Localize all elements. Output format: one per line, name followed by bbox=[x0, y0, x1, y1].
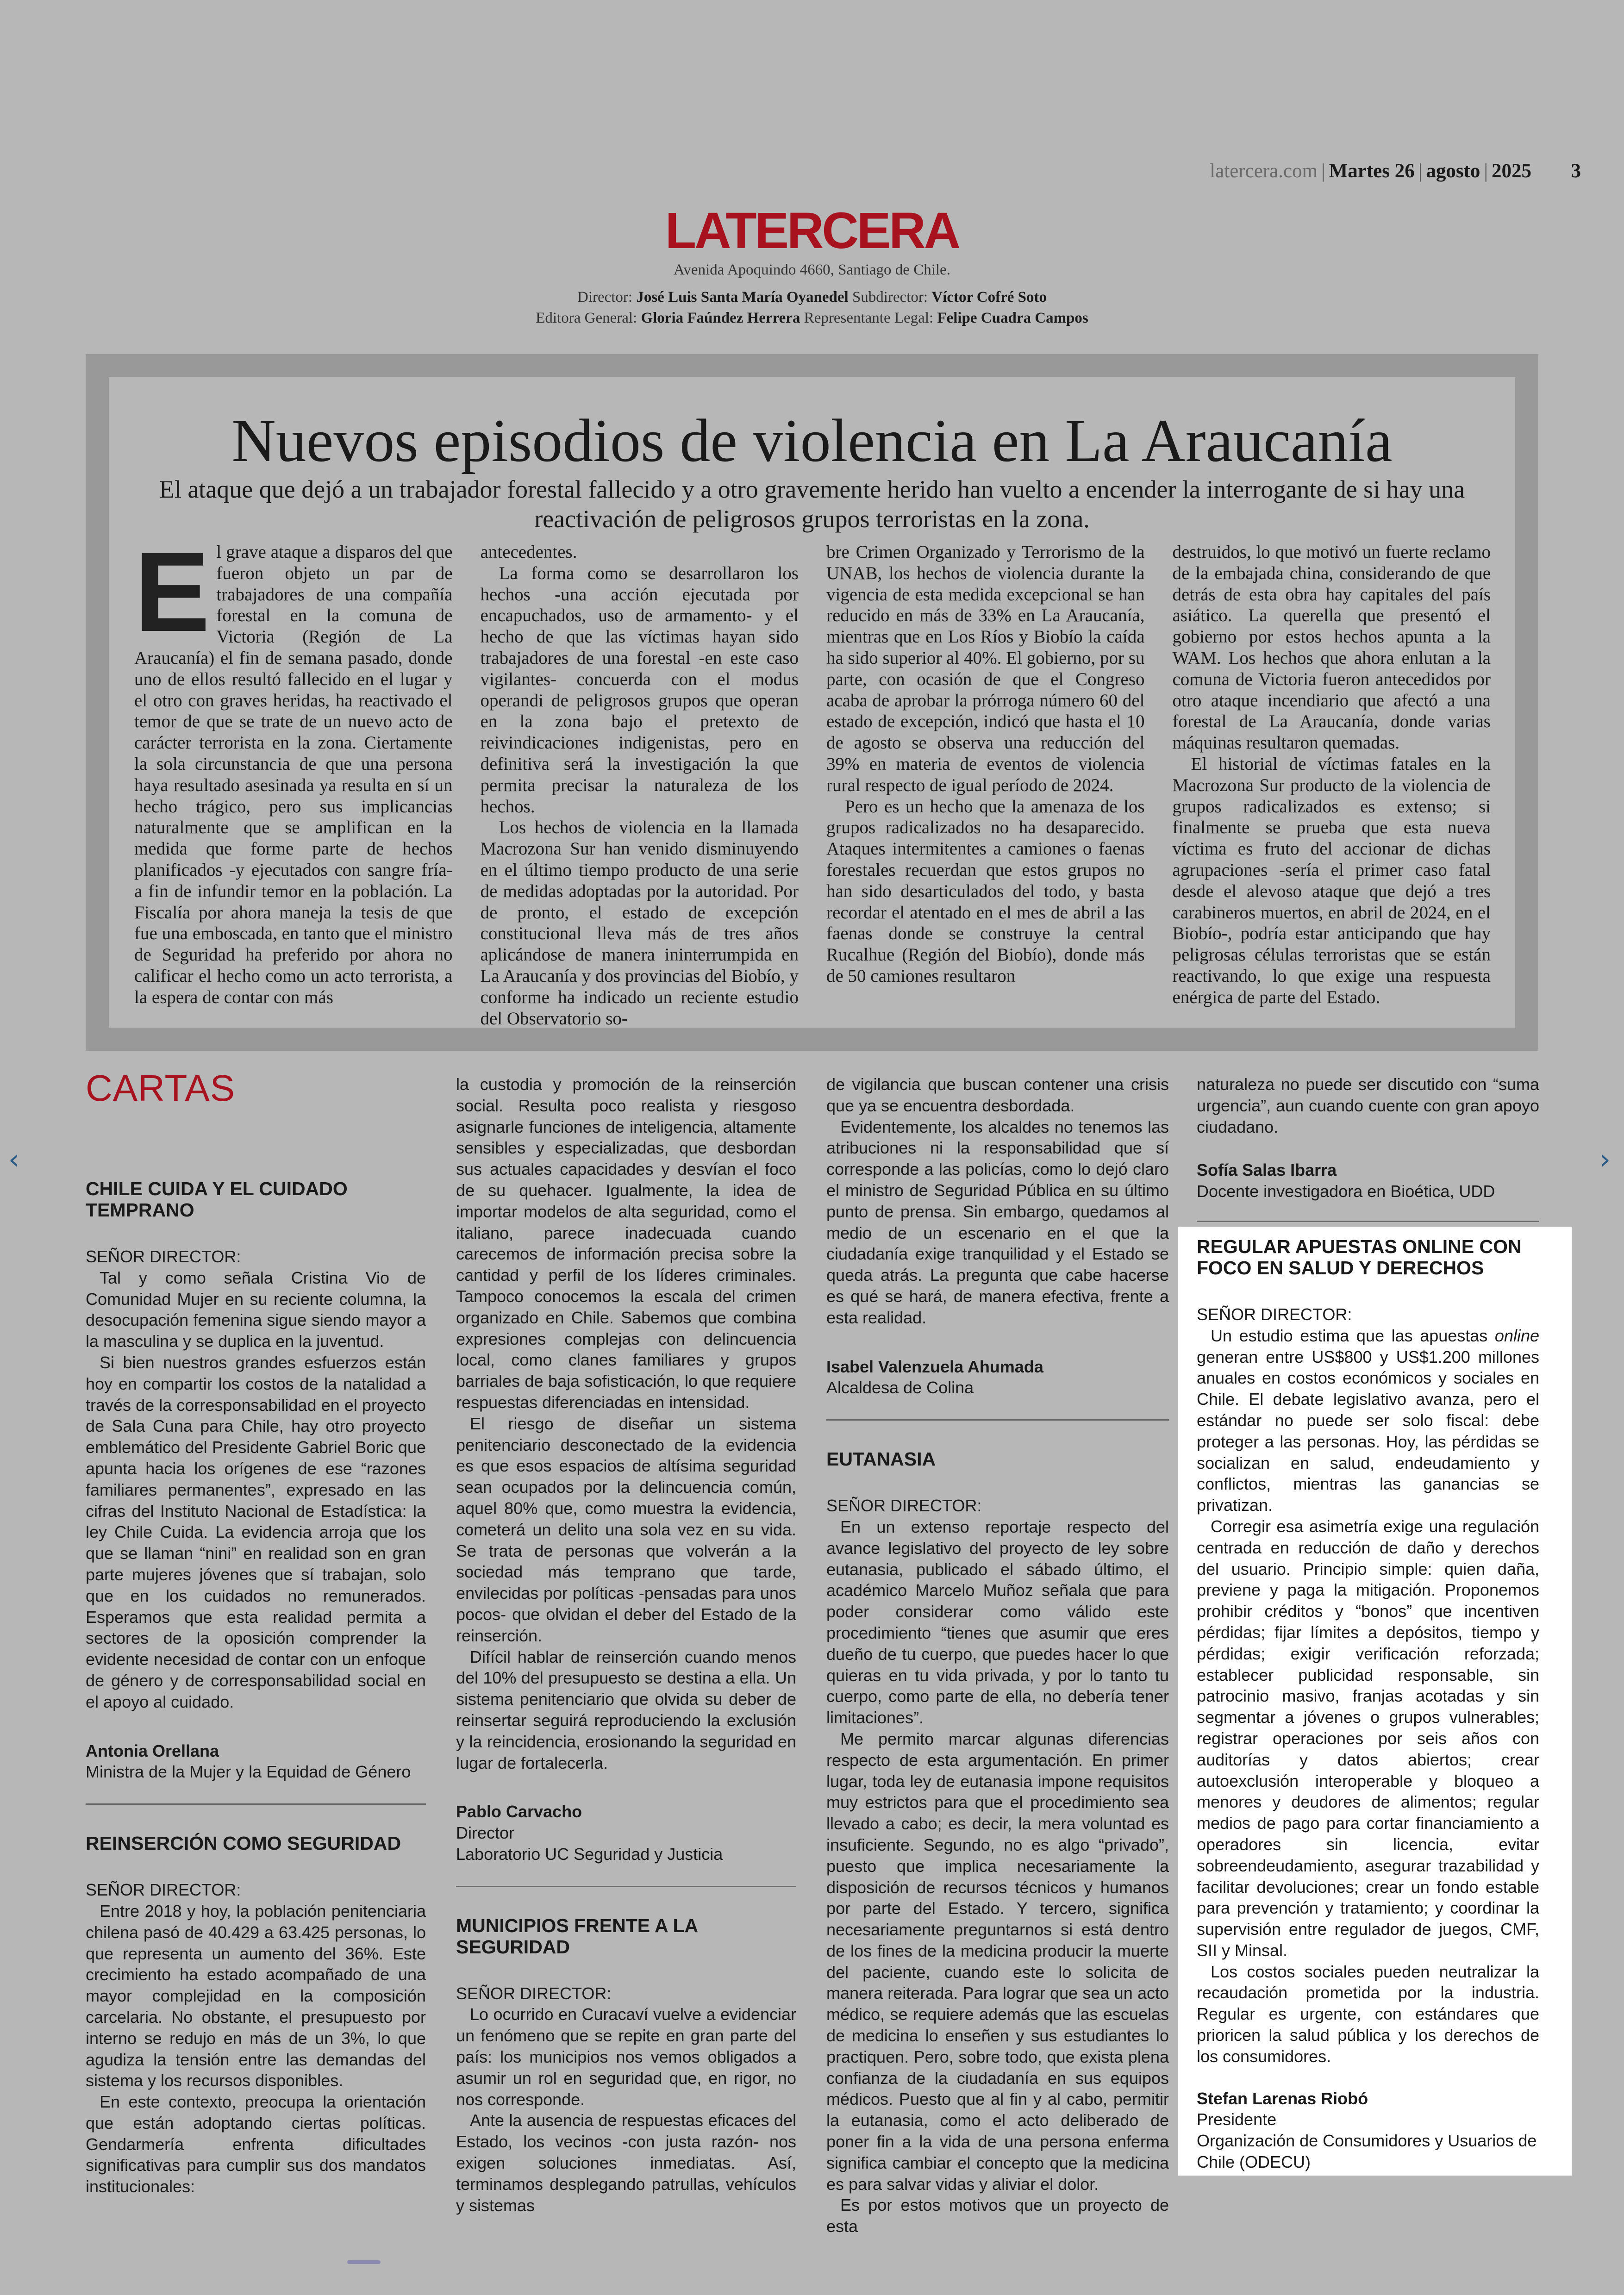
letter-paragraph: Lo ocurrido en Curacaví vuelve a evidenciar un fenómeno que se repite en gran parte del país: los municipios nos vemos obligados a asumir un rol en seguridad que, en rigor, no nos corresponde. bbox=[456, 2005, 796, 2109]
letters-column-3 bbox=[826, 1074, 1169, 2237]
editorial-column bbox=[826, 542, 1145, 1004]
director-label: Director: bbox=[577, 289, 633, 306]
letter-paragraph: naturaleza no puede ser discutido con “suma urgencia”, aun cuando cuente con gran apoyo ciudadano. bbox=[1197, 1075, 1539, 1136]
letter-paragraph: Me permito marcar algunas diferencias respecto de esta argumentación. En primer lugar, toda ley de eutanasia impone requisitos muy estrictos para que el procedimiento sea llevado a cabo; es decir, la mera voluntad es insuficiente. Segundo, no es algo “privado”, puesto que implica necesariamente la disposición de recursos técnicos y humanos por parte del Estado. Y tercero, significa necesariamente preguntarnos si está dentro de los fines de la medicina producir la muerte del paciente, cuando este lo solicita de manera reiterada. Para lograr que sea un acto médico, se requiere además que las escuelas de medicina lo enseñen y sus estudiantes lo practiquen. Pero, sobre todo, que exista plena confianza de la ciudadanía en sus equipos médicos. Puesto que al fin y al cabo, permitir la eutanasia, como el acto deliberado de poner fin a la vida de una persona enferma significa cambiar el concepto que la medicina es para salvar vidas y aliviar el dolor. bbox=[826, 1729, 1169, 2194]
editora-name: Gloria Faúndez Herrera bbox=[641, 310, 800, 326]
year: 2025 bbox=[1492, 160, 1531, 182]
letter-paragraph: Ante la ausencia de respuestas eficaces del Estado, los vecinos -con justa razón- nos exigen soluciones inmediatas. Así, terminamos desplegando patrullas, vehículos y sistemas bbox=[456, 2111, 796, 2215]
divider bbox=[826, 1419, 1169, 1421]
letter-paragraph: El riesgo de diseñar un sistema penitenciario desconectado de la evidencia es que esos espacios de altísima seguridad sean ocupados por la delincuencia común, aquel 80% que, como muestra la evidencia, cometerá un delito una sola vez en su vida. Se trata de personas que volverán a la sociedad más temprano que tarde, envilecidas por políticas -pensadas para unos pocos- que olvidan el deber del Estado de la reinserción. bbox=[456, 1414, 796, 1645]
masthead bbox=[0, 287, 1624, 329]
letter-paragraph: Evidentemente, los alcaldes no tenemos las atribuciones ni la responsabilidad que sí corresponde a las policías, como lo dejó claro el ministro de Seguridad Pública en su último punto de prensa. Sin embargo, quedamos al medio de un escenario en el que la ciudadanía exige tranquilidad y el Estado se queda atrás. La pregunta que cabe hacerse es qué se hará, de manera efectiva, frente a esta realidad. bbox=[826, 1117, 1169, 1327]
site-name: latercera.com bbox=[1210, 160, 1318, 182]
editorial-paragraph: l grave ataque a disparos del que fueron objeto un par de trabajadores de una compañía forestal en la comuna de Victoria (Región de La Araucanía) el fin de semana pasado, donde uno de ellos resultó fallecido en el lugar y el otro con graves heridas, ha reactivado el temor de que se trate de un nuevo acto de carácter terrorista en la zona. Ciertamente la sola circunstancia de que una persona haya resultado asesinada ya resulta en sí un hecho trágico, pero sus implicancias naturalmente que se amplifican en la medida que forme parte de hechos planificados -y ejecutados con sangre fría- a fin de infundir temor en la población. La Fiscalía por ahora maneja la tesis de que fue una emboscada, en tanto que el ministro de Seguridad ha preferido por ahora no calificar el hecho como un acto terrorista, a la espera de contar con más bbox=[134, 542, 453, 1007]
editorial-columns bbox=[134, 528, 1491, 1029]
newspaper-logo: LATERCERA bbox=[665, 202, 959, 259]
subdirector-label: Subdirector: bbox=[852, 289, 928, 306]
editorial-box bbox=[109, 377, 1515, 1028]
divider bbox=[86, 1803, 426, 1805]
letter-headline: EUTANASIA bbox=[826, 1448, 936, 1470]
day: Martes 26 bbox=[1329, 160, 1415, 182]
divider bbox=[456, 1886, 796, 1887]
letter-paragraph: la custodia y promoción de la reinserción social. Resulta poco realista y riesgoso asignarle funciones de inteligencia, altamente sensibles y especializadas, que desbordan sus actuales capacidades y desvían el foco de su quehacer. Igualmente, la idea de importar modelos de alta seguridad, como el italiano, parece inadecuada cuando carecemos de información precisa sobre la cantidad y perfil de los líderes criminales. Tampoco conocemos la escala del crimen organizado en Chile. Sabemos que combina expresiones complejas con delincuencia local, como clanes familiares y grupos barriales de baja sofisticación, lo que requiere respuestas diferenciadas en intensidad. bbox=[456, 1075, 796, 1412]
letter-signature: Sofía Salas Ibarra bbox=[1197, 1160, 1337, 1180]
letter-signature: Stefan Larenas Riobó bbox=[1197, 2089, 1368, 2108]
editorial-column bbox=[1172, 542, 1491, 1007]
letter-paragraph: Entre 2018 y hoy, la población penitenciaria chilena pasó de 40.429 a 63.425 personas, lo que representa un aumento del 36%. Este crecimiento ha estado acompañado de una mayor complejidad en la composición carcelaria. No obstante, el presupuesto por interno se redujo en más de un 3%, lo que agudiza la tensión entre las demandas del sistema y los recursos disponibles. bbox=[86, 1901, 426, 2090]
letter-headline: MUNICIPIOS FRENTE A LA SEGURIDAD bbox=[456, 1915, 698, 1958]
chevron-right-icon[interactable]: › bbox=[1599, 1143, 1611, 1176]
letter-signature: Isabel Valenzuela Ahumada bbox=[826, 1357, 1043, 1376]
text-run-italic: online bbox=[1494, 1326, 1539, 1345]
letter-organization: Organización de Consumidores y Usuarios de Chile (ODECU) bbox=[1197, 2131, 1537, 2172]
subdirector-name: Víctor Cofré Soto bbox=[931, 289, 1047, 306]
text-run: Un estudio estima que las apuestas bbox=[1211, 1326, 1495, 1345]
letter-salutation: SEÑOR DIRECTOR: bbox=[456, 1983, 612, 2003]
letters-column-2 bbox=[456, 1074, 796, 2216]
rep-label: Representante Legal: bbox=[804, 310, 934, 326]
letters-column-1 bbox=[86, 1178, 426, 2197]
letter-paragraph: Corregir esa asimetría exige una regulación centrada en reducción de daño y derechos del usuario. Principio simple: quien daña, previene y paga la mitigación. Proponemos prohibir créditos y “bonos” que incentiven pérdidas; fijar límites a depósitos, tiempo y pérdidas; exigir verificación reforzada; establecer publicidad responsable, sin patrocinio masivo, franjas acotadas y sin segmentar a jóvenes o grupos vulnerables; registrar operaciones por seis años con auditorías y datos abiertos; crear autoexclusión interoperable y bloqueo a menores y deudores de alimentos; regular medios de pago para cortar financiamiento a operadores sin licencia, evitar sobreendeudamiento, asegurar trazabilidad y facilitar devoluciones; crear un fondo estable para prevención y tratamiento; y coordinar la supervisión entre regulador de juegos, CMF, SII y Minsal. bbox=[1197, 1516, 1539, 1960]
address: Avenida Apoquindo 4660, Santiago de Chile. bbox=[674, 262, 950, 278]
letter-headline: CHILE CUIDA Y EL CUIDADO TEMPRANO bbox=[86, 1178, 348, 1221]
letter-role: Presidente bbox=[1197, 2110, 1277, 2129]
letter-paragraph: Los costos sociales pueden neutralizar la recaudación prometida por la industria. Regular es urgente, con estándares que prioricen la salud pública y los derechos de los consumidores. bbox=[1197, 1962, 1539, 2066]
letter-role: Alcaldesa de Colina bbox=[826, 1378, 974, 1397]
date-line: latercera.com | Martes 26 | agosto | 2025 3 bbox=[1210, 160, 1581, 182]
month: agosto bbox=[1426, 160, 1480, 182]
letter-paragraph: Si bien nuestros grandes esfuerzos están hoy en compartir los costos de la natalidad a través de la corresponsabilidad en el proyecto de Sala Cuna para Chile, hay otro proyecto emblemático del Presidente Gabriel Boric que apunta hacia los orígenes de ese “razones familiares permanentes”, expresado en las cifras del Instituto Nacional de Estadística: la ley Chile Cuida. La evidencia arroja que los que se llaman “nini” en realidad son en gran parte mujeres jóvenes que sí trabajan, solo que en los cuidados no remunerados. Esperamos que esta realidad permita a sectores de la oposición comprender la evidente necesidad de contar con un enfoque de género y de corresponsabilidad social en el apoyo al cuidado. bbox=[86, 1353, 426, 1711]
letter-paragraph: Es por estos motivos que un proyecto de esta bbox=[826, 2195, 1169, 2236]
text-run: generan entre US$800 y US$1.200 millones anuales en costos económicos y sociales en Chile. El debate legislativo avanza, pero el estándar no puede ser solo fiscal: debe proteger a las personas. Hoy, las pérdidas se socializan en salud, endeudamiento y conflictos, mientras las ganancias se privatizan. bbox=[1197, 1347, 1539, 1515]
letter-signature: Pablo Carvacho bbox=[456, 1802, 582, 1821]
editorial-paragraph: destruidos, lo que motivó un fuerte reclamo de la embajada china, considerando de que detrás de esta obra hay capitales del país asiático. La querella que presentó el gobierno por estos hechos apunta a la WAM. Los hechos que ahora enlutan a la comuna de Victoria fueron antecedidos por otro ataque incendiario que afectó a una forestal de La Araucanía, donde varias máquinas resultaron quemadas. bbox=[1172, 542, 1491, 753]
editorial-title: Nuevos episodios de violencia en La Araucanía bbox=[231, 406, 1393, 474]
letter-headline: REGULAR APUESTAS ONLINE CON FOCO EN SALUD Y DERECHOS bbox=[1197, 1235, 1522, 1278]
cartas-section-title: CARTAS bbox=[86, 1067, 236, 1109]
letter-salutation: SEÑOR DIRECTOR: bbox=[86, 1880, 241, 1900]
editorial-paragraph: La forma como se desarrollaron los hechos -una acción ejecutada por encapuchados, uso de armamento- y el hecho de que las víctimas hayan sido trabajadores de una forestal -en este caso vigilantes- concuerda con el modus operandi de peligrosos grupos que operan en la zona bajo el pretexto de reivindicaciones indigenistas, pero en definitiva será la investigación la que permita precisar la naturaleza de los hechos. bbox=[480, 563, 799, 817]
letters-column-4 bbox=[1197, 1074, 1539, 2173]
letter-salutation: SEÑOR DIRECTOR: bbox=[86, 1247, 241, 1266]
chevron-left-icon[interactable]: ‹ bbox=[8, 1143, 19, 1176]
editorial-column bbox=[480, 542, 799, 1029]
editora-label: Editora General: bbox=[536, 310, 637, 326]
horizontal-scrollbar[interactable] bbox=[347, 2260, 381, 2264]
divider bbox=[1197, 1221, 1539, 1222]
letter-organization: Laboratorio UC Seguridad y Justicia bbox=[456, 1844, 723, 1864]
letter-salutation: SEÑOR DIRECTOR: bbox=[1197, 1304, 1352, 1324]
letter-paragraph: Tal y como señala Cristina Vio de Comunidad Mujer en su reciente columna, la desocupación femenina sigue siendo mayor a la masculina y se duplica en la juventud. bbox=[86, 1268, 426, 1351]
editorial-subtitle: El ataque que dejó a un trabajador forestal fallecido y a otro gravemente herido han vuelto a encender la interrogante de si hay una reactivación de peligrosos grupos terroristas en la zona. bbox=[159, 475, 1465, 533]
letter-signature: Antonia Orellana bbox=[86, 1741, 219, 1760]
letter-role: Director bbox=[456, 1823, 515, 1843]
editorial-paragraph: antecedentes. bbox=[480, 542, 577, 562]
letter-role: Ministra de la Mujer y la Equidad de Género bbox=[86, 1762, 411, 1782]
editorial-paragraph: Los hechos de violencia en la llamada Macrozona Sur han venido disminuyendo en el último tiempo producto de una serie de medidas adoptadas por la autoridad. Por de pronto, el estado de excepción constitucional lleva más de tres años aplicándose de manera ininterrumpida en La Araucanía y dos provincias del Biobío, y conforme ha indicado un reciente estudio del Observatorio so- bbox=[480, 817, 799, 1029]
editorial-paragraph: bre Crimen Organizado y Terrorismo de la UNAB, los hechos de violencia durante la vigencia de esta medida excepcional se han reducido en más de 33% en La Araucanía, mientras que en Los Ríos y Biobío la caída ha sido superior al 40%. El gobierno, por su parte, con ocasión de que el Congreso acaba de aprobar la prórroga número 60 del estado de excepción, indicó que hasta el 10 de agosto se observa una reducción del 39% en materia de eventos de violencia rural respecto de igual período de 2024. bbox=[826, 542, 1145, 795]
letter-paragraph: En un extenso reportaje respecto del avance legislativo del proyecto de ley sobre eutanasia, publicado el sábado último, el académico Marcelo Muñoz señala que para poder considerar como válido este procedimiento “tienes que asumir que eres dueño de tu cuerpo, que puedes hacer lo que quieras en tu vida privada, y por lo tanto tu cuerpo, como parte de ella, no debería tener limitaciones”. bbox=[826, 1517, 1169, 1727]
letter-role: Docente investigadora en Bioética, UDD bbox=[1197, 1182, 1495, 1201]
letter-headline: REINSERCIÓN COMO SEGURIDAD bbox=[86, 1833, 401, 1854]
letter-paragraph: de vigilancia que buscan contener una crisis que ya se encuentra desbordada. bbox=[826, 1075, 1169, 1115]
editorial-column bbox=[134, 528, 453, 1007]
page-number: 3 bbox=[1571, 160, 1581, 182]
director-name: José Luis Santa María Oyanedel bbox=[636, 289, 849, 306]
editorial-paragraph: Pero es un hecho que la amenaza de los grupos radicalizados no ha desaparecido. Ataques intermitentes a camiones o faenas forestales recuerdan que estos grupos no han sido desarticulados del todo, y basta recordar el atentado en el mes de abril a las faenas donde se construye la central Rucalhue (Región del Biobío), donde más de 50 camiones resultaron bbox=[826, 796, 1145, 986]
rep-name: Felipe Cuadra Campos bbox=[937, 310, 1088, 326]
drop-cap: E bbox=[134, 528, 210, 655]
letter-salutation: SEÑOR DIRECTOR: bbox=[826, 1496, 982, 1515]
letter-paragraph: En este contexto, preocupa la orientación que están adoptando ciertas políticas. Gendarmería enfrenta dificultades significativas para cumplir sus dos mandatos institucionales: bbox=[86, 2092, 426, 2196]
letter-paragraph bbox=[1197, 1325, 1539, 1516]
letter-paragraph: Difícil hablar de reinserción cuando menos del 10% del presupuesto se destina a ella. Un sistema penitenciario que olvida su deber de reinsertar seguirá reproduciendo la exclusión y la reincidencia, erosionando la seguridad en lugar de fortalecerla. bbox=[456, 1647, 796, 1772]
editorial-paragraph: El historial de víctimas fatales en la Macrozona Sur producto de la violencia de grupos radicalizados es extenso; si finalmente se prueba que esta nueva víctima es fruto del accionar de dichas agrupaciones -sería el primer caso fatal desde el alevoso ataque que dejó a tres carabineros muertos, en abril de 2024, en el Biobío-, podría estar anticipando que hay peligrosas células terroristas que se están reactivando, lo que exige una respuesta enérgica de parte del Estado. bbox=[1172, 754, 1491, 1007]
editorial-frame bbox=[86, 354, 1538, 1051]
